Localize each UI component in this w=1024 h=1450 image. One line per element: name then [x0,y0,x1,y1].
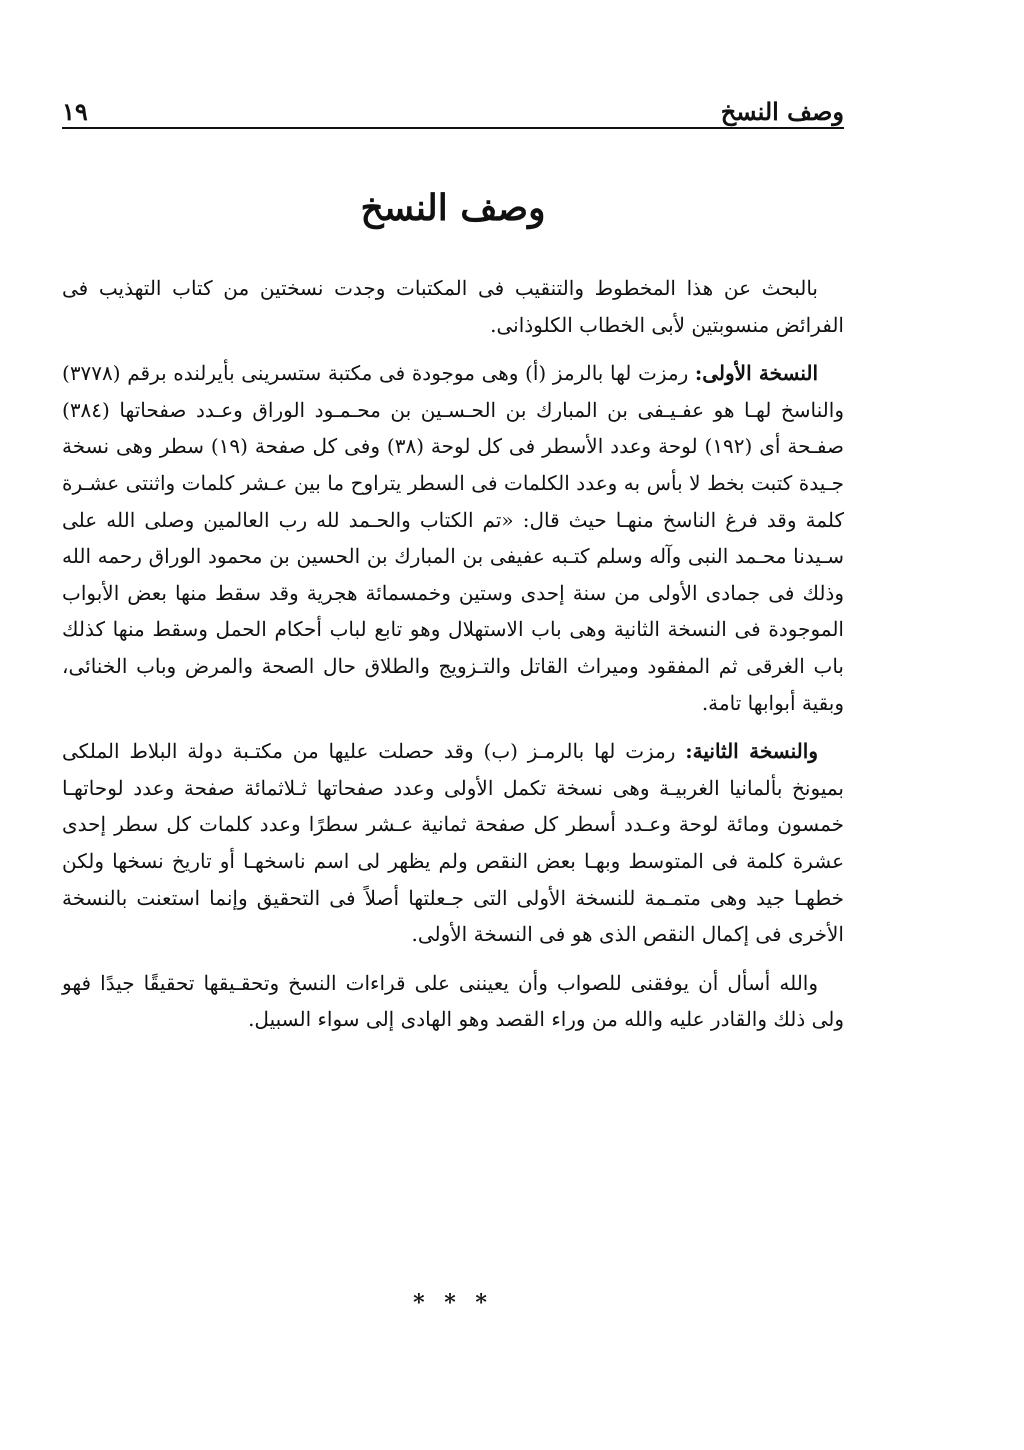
page-number: ١٩ [62,97,88,126]
header-rule [62,127,844,129]
running-title: وصف النسخ [720,97,844,126]
first-copy-label: النسخة الأولى: [694,361,819,386]
first-copy-paragraph [62,355,844,721]
body-text [62,270,844,1050]
running-header [62,86,844,126]
second-copy-paragraph [62,733,844,953]
intro-paragraph: بالبحث عن هذا المخطوط والتنقيب فى المكتبات وجدت نسختين من كتاب التهذيب فى الفرائض منسوبتين لأبى الخطاب الكلوذانى. [62,276,844,337]
section-title: وصف النسخ [360,187,546,229]
section-end-ornament: * * * [413,1290,493,1316]
closing-paragraph: والله أسأل أن يوفقنى للصواب وأن يعيننى على قراءات النسخ وتحقـيقها تحقيقًا جيدًا فهو ولى ذلك والقادر عليه والله من وراء القصد وهو الهادى إلى سواء السبيل. [62,970,844,1032]
second-copy-text: رمزت لها بالرمـز (ب) وقد حصلت عليها من مكتـبة دولة البلاط الملكى بميونخ بألمانيا الغربيـة وهى نسخة تكمل الأولى وعدد صفحاتها ثـلاثمائة صفحة وعدد لوحاتهـا خمسون ومائة لوحة وعـدد أسطر كل صفحة ثمانية عـشر سطرًا وعدد كلمات كل سطر إحدى عشرة كلمة فى المتوسط وبهـا بعض النقص ولم يظهر لى اسم ناسخهـا أو تاريخ نسخها ولكن خطهـا جيد وهى متمـمة للنسخة الأولى التى جـعلتها أصلاً فى التحقيق وإنما استعنت بالنسخة الأخرى فى إكمال النقص الذى هو فى النسخة الأولى. [62,739,844,947]
first-copy-text: رمزت لها بالرمز (أ) وهى موجودة فى مكتبة ستسرينى بأيرلنده برقم (٣٧٧٨) والناسخ لهـا هو عفـيـفى بن المبارك بن الحـسـين بن محـمـود الوراق وعـدد صفحاتها (٣٨٤) صفـحة أى (١٩٢) لوحة وعدد الأسطر فى كل لوحة (٣٨) وفى كل صفحة (١٩) سطر وهى نسخة جـيدة كتبت بخط لا بأس به وعدد الكلمات فى السطر يتراوح ما بين عـشر كلمات واثنتى عشـرة كلمة وقد فرغ الناسخ منهـا حيث قال: «تم الكتاب والحـمد لله رب العالمين وصلى الله على سـيدنا محـمد النبى وآله وسلم كتـبه عفيفى بن المبارك بن الحسين بن محمود الوراق رحمه الله وذلك فى جمادى الأولى من سنة إحدى وستين وخمسمائة هجرية وقد سقط منها بعض الأبواب الموجودة فى النسخة الثانية وهى باب الاستهلال وهو تابع لباب أحكام الحمل وسقط منها كذلك باب الغرقى ثم المفقود وميراث القاتل والتـزويج والطلاق حال الصحة والمرض وباب الخنائى، وبقية أبوابها تامة. [62,361,844,715]
second-copy-label: والنسخة الثانية: [685,739,818,764]
